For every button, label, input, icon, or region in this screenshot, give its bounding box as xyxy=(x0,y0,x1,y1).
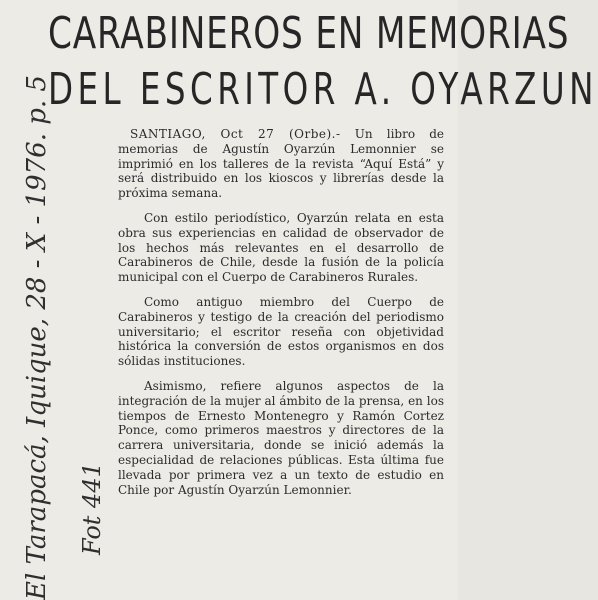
handwritten-catalog-note: Fot 441 xyxy=(78,462,106,555)
article-body xyxy=(118,127,444,507)
headline-line-2: DEL ESCRITOR A. OYARZUN xyxy=(48,64,598,115)
article-paragraph-3: Como antiguo miembro del Cuerpo de Carabineros y testigo de la creación del periodismo universitario; el escritor reseña con objetividad histórica la conversión de estos organismos en dos sólidas instituciones. xyxy=(118,294,444,369)
paragraph-1-text: Un libro de memorias de Agustín Oyarzún Lemonnier se imprimió en los talleres de la revista “Aquí Está” y será distribuido en los kioscos y librerías desde la próxima semana. xyxy=(118,127,444,201)
dateline: SANTIAGO, Oct 27 (Orbe).- xyxy=(130,127,341,141)
article-paragraph-1 xyxy=(118,127,444,201)
handwritten-source-note: El Tarapacá, Iquique, 28 - X - 1976. p. 5 xyxy=(22,75,52,600)
article-paragraph-4: Asimismo, refiere algunos aspectos de la integración de la mujer al ámbito de la prensa, en los tiempos de Ernesto Montenegro y Ramón Cortez Ponce, como primeros maestros y directores de la carrera universitaria, donde se inició además la especialidad de relaciones públicas. Esta última fue llevada por primera vez a un texto de estudio en Chile por Agustín Oyarzún Lemonnier. xyxy=(118,378,444,497)
headline-line-1: CARABINEROS EN MEMORIAS xyxy=(48,8,570,59)
headline xyxy=(48,6,598,118)
article-paragraph-2: Con estilo periodístico, Oyarzún relata en esta obra sus experiencias en calidad de observador de los hechos más relevantes en el desarrollo de Carabineros de Chile, desde la fusión de la policía municipal con el Cuerpo de Carabineros Rurales. xyxy=(118,210,444,285)
